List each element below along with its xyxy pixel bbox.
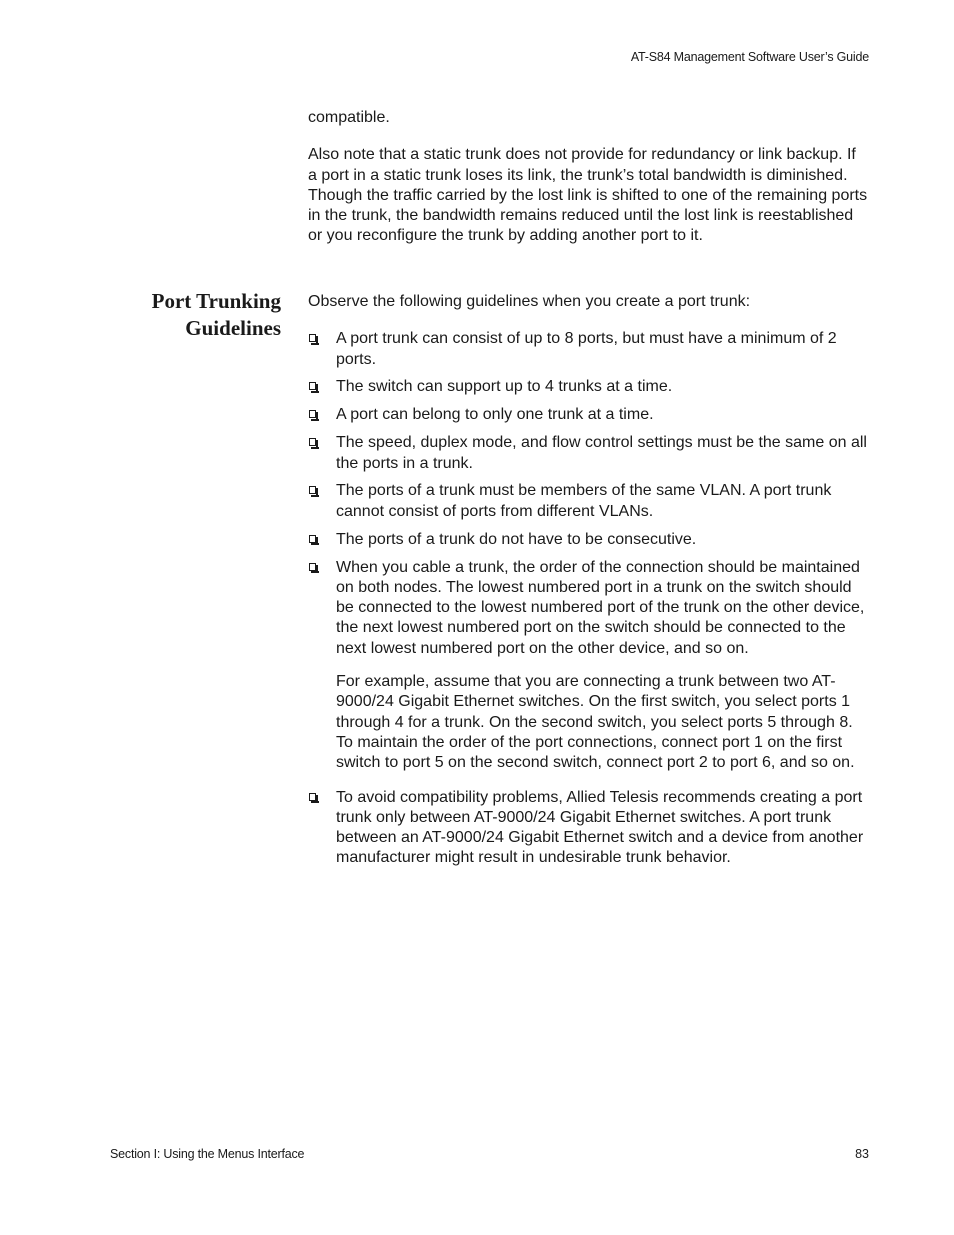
checkbox-bullet-icon xyxy=(309,334,316,342)
list-item xyxy=(308,481,868,522)
top-text-block xyxy=(308,108,868,247)
list-item-text: A port trunk can consist of up to 8 ports, but must have a minimum of 2 ports. xyxy=(336,330,837,368)
checkbox-bullet-icon xyxy=(309,438,316,446)
running-header: AT-S84 Management Software User’s Guide xyxy=(630,50,869,64)
section-heading-line-1: Port Trunking xyxy=(151,289,281,313)
checkbox-bullet-icon xyxy=(309,563,316,571)
guidelines-intro: Observe the following guidelines when you create a port trunk: xyxy=(308,293,751,310)
list-item xyxy=(308,405,868,425)
footer-section-label: Section I: Using the Menus Interface xyxy=(110,1147,305,1161)
list-item xyxy=(308,377,868,397)
checkbox-bullet-icon xyxy=(309,535,316,543)
guidelines-block xyxy=(308,292,868,876)
list-item-text: A port can belong to only one trunk at a time. xyxy=(336,406,654,424)
list-item xyxy=(308,788,868,869)
checkbox-bullet-icon xyxy=(309,410,316,418)
section-heading-line-2: Guidelines xyxy=(185,316,281,340)
list-item-text: The speed, duplex mode, and flow control settings must be the same on all the ports in a trunk. xyxy=(336,434,867,472)
list-item xyxy=(308,530,868,550)
checkbox-bullet-icon xyxy=(309,382,316,390)
list-item-text: The ports of a trunk must be members of the same VLAN. A port trunk cannot consist of ports from different VLANs. xyxy=(336,482,832,520)
continuation-text: compatible. xyxy=(308,109,390,126)
page-number: 83 xyxy=(855,1147,869,1161)
checkbox-bullet-icon xyxy=(309,486,316,494)
list-item-text: To avoid compatibility problems, Allied Telesis recommends creating a port trunk only between AT-9000/24 Gigabit Ethernet switches. A port trunk between an AT-9000/24 Gigabit Ethernet switch and a device from another manufacturer might result in undesirable trunk behavior. xyxy=(336,788,864,867)
list-item-text: The switch can support up to 4 trunks at a time. xyxy=(336,378,673,396)
list-item xyxy=(308,558,868,774)
list-item xyxy=(308,329,868,370)
static-trunk-note: Also note that a static trunk does not provide for redundancy or link backup. If a port in a static trunk loses its link, the trunk’s total bandwidth is diminished. Though the traffic carried by the lost link is shifted to one of the remaining ports in the trunk, the bandwidth remains reduced until the lost link is reestablished or you reconfigure the trunk by adding another port to it. xyxy=(308,146,868,245)
example-paragraph: For example, assume that you are connecting a trunk between two AT-9000/24 Gigabit Ethernet switches. On the first switch, you select ports 1 through 4 for a trunk. On the second switch, you select ports 5 through 8. To maintain the order of the port connections, connect port 1 on the first switch to port 5 on the second switch, connect port 2 to port 6, and so on. xyxy=(336,673,855,772)
list-item-text: The ports of a trunk do not have to be consecutive. xyxy=(336,530,697,548)
checkbox-bullet-icon xyxy=(309,793,316,801)
list-item-text: When you cable a trunk, the order of the connection should be maintained on both nodes. The lowest numbered port in a trunk on the switch should be connected to the lowest numbered port of the trunk on the other device, the next lowest numbered port on the switch should be connected to the next lowest numbered port on the other device, and so on. xyxy=(336,558,865,657)
guidelines-list xyxy=(308,329,868,868)
list-item xyxy=(308,433,868,474)
section-heading xyxy=(81,288,281,342)
